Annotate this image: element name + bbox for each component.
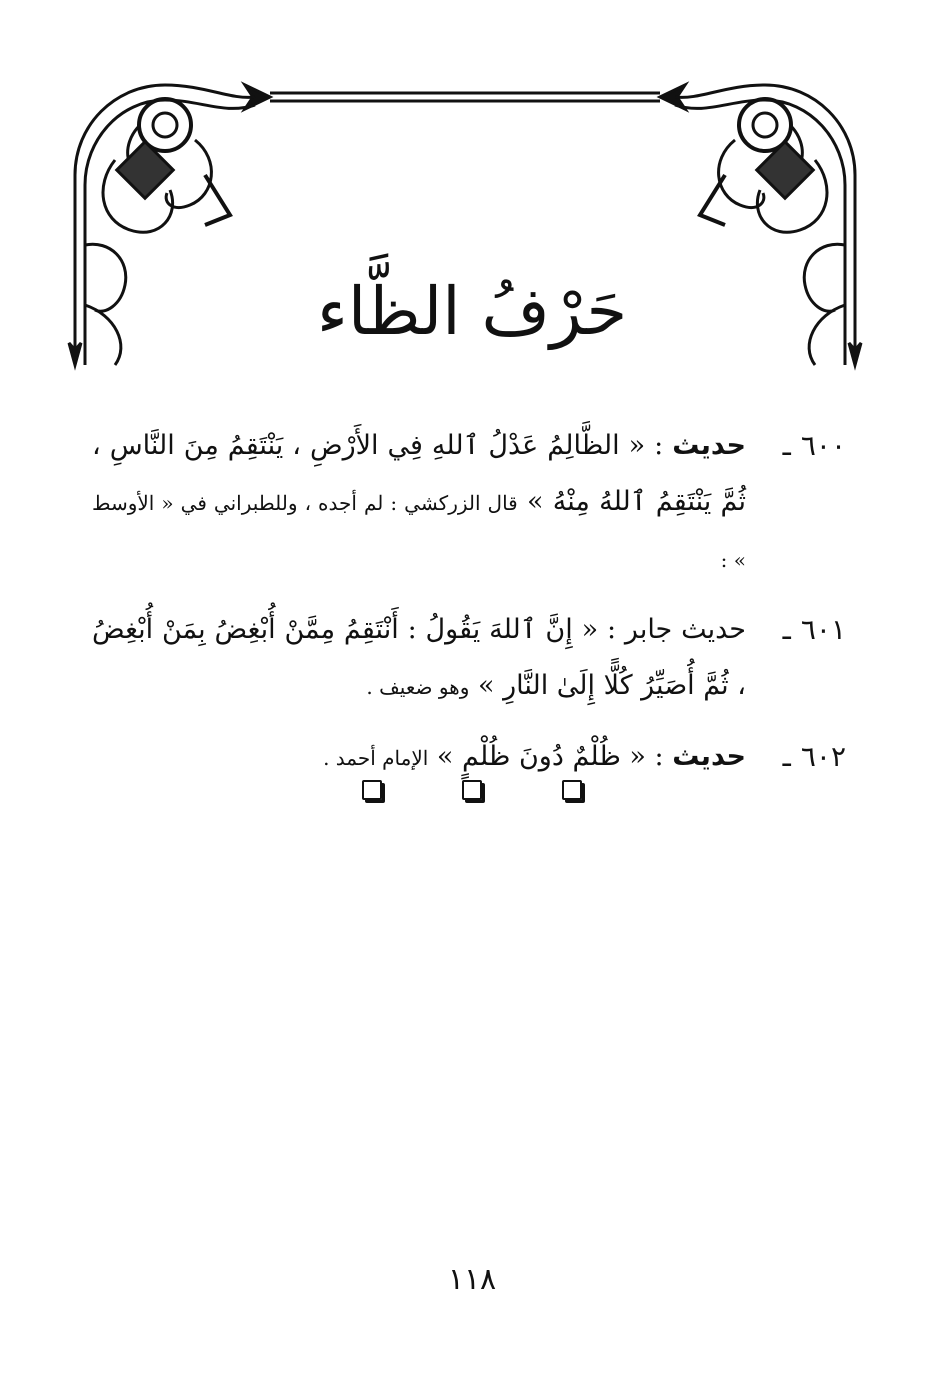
entry-quote: : « ظُلْمٌ دُونَ ظُلْمٍ » bbox=[436, 741, 664, 772]
entry-number-value: ٦٠١ bbox=[800, 613, 846, 646]
entry-note: قال الزركشي : لم أجده ، وللطبراني في « الأوسط » : bbox=[92, 491, 746, 572]
entry-quote: : « إِنَّ ٱللهَ يَقُولُ : أَنْتَقِمُ مِمَّنْ أُبْغِضُ بِمَنْ أُبْغِضُ ، ثُمَّ أُصَيِّرُ كُلًّا إِلَىٰ النَّارِ » bbox=[92, 614, 746, 701]
entry-text bbox=[92, 602, 746, 715]
page-number: ١١٨ bbox=[447, 1262, 497, 1297]
section-end-marks bbox=[0, 780, 944, 800]
entry-text bbox=[92, 729, 746, 786]
entry-dash: ـ bbox=[782, 429, 791, 462]
entry-number-value: ٦٠٢ bbox=[800, 740, 846, 773]
entry-number bbox=[754, 418, 846, 474]
square-ornament-icon bbox=[462, 780, 482, 800]
entry-number bbox=[754, 602, 846, 658]
square-ornament-icon bbox=[362, 780, 382, 800]
hadith-entry bbox=[92, 729, 846, 786]
entry-note: الإمام أحمد . bbox=[323, 746, 429, 770]
entry-number-value: ٦٠٠ bbox=[800, 429, 846, 462]
hadith-entry bbox=[92, 418, 846, 588]
entry-text bbox=[92, 418, 746, 588]
square-ornament-icon bbox=[562, 780, 582, 800]
hadith-entry bbox=[92, 602, 846, 715]
entry-label: حديث bbox=[672, 741, 746, 772]
entry-number bbox=[754, 729, 846, 785]
entry-label: حديث bbox=[672, 430, 746, 461]
entry-dash: ـ bbox=[782, 740, 791, 773]
entry-quote: : « الظَّالِمُ عَدْلُ ٱللهِ فِي الأَرْضِ ، يَنْتَقِمُ مِنَ النَّاسِ ، ثُمَّ يَنْتَقِمُ ٱللهُ مِنْهُ » bbox=[92, 430, 746, 517]
entry-dash: ـ bbox=[782, 613, 791, 646]
entry-label: حديث جابر bbox=[624, 614, 746, 645]
entry-note: وهو ضعيف . bbox=[366, 675, 470, 699]
chapter-title: حَرْفُ الظَّاء bbox=[316, 273, 628, 350]
hadith-entries bbox=[92, 418, 846, 800]
